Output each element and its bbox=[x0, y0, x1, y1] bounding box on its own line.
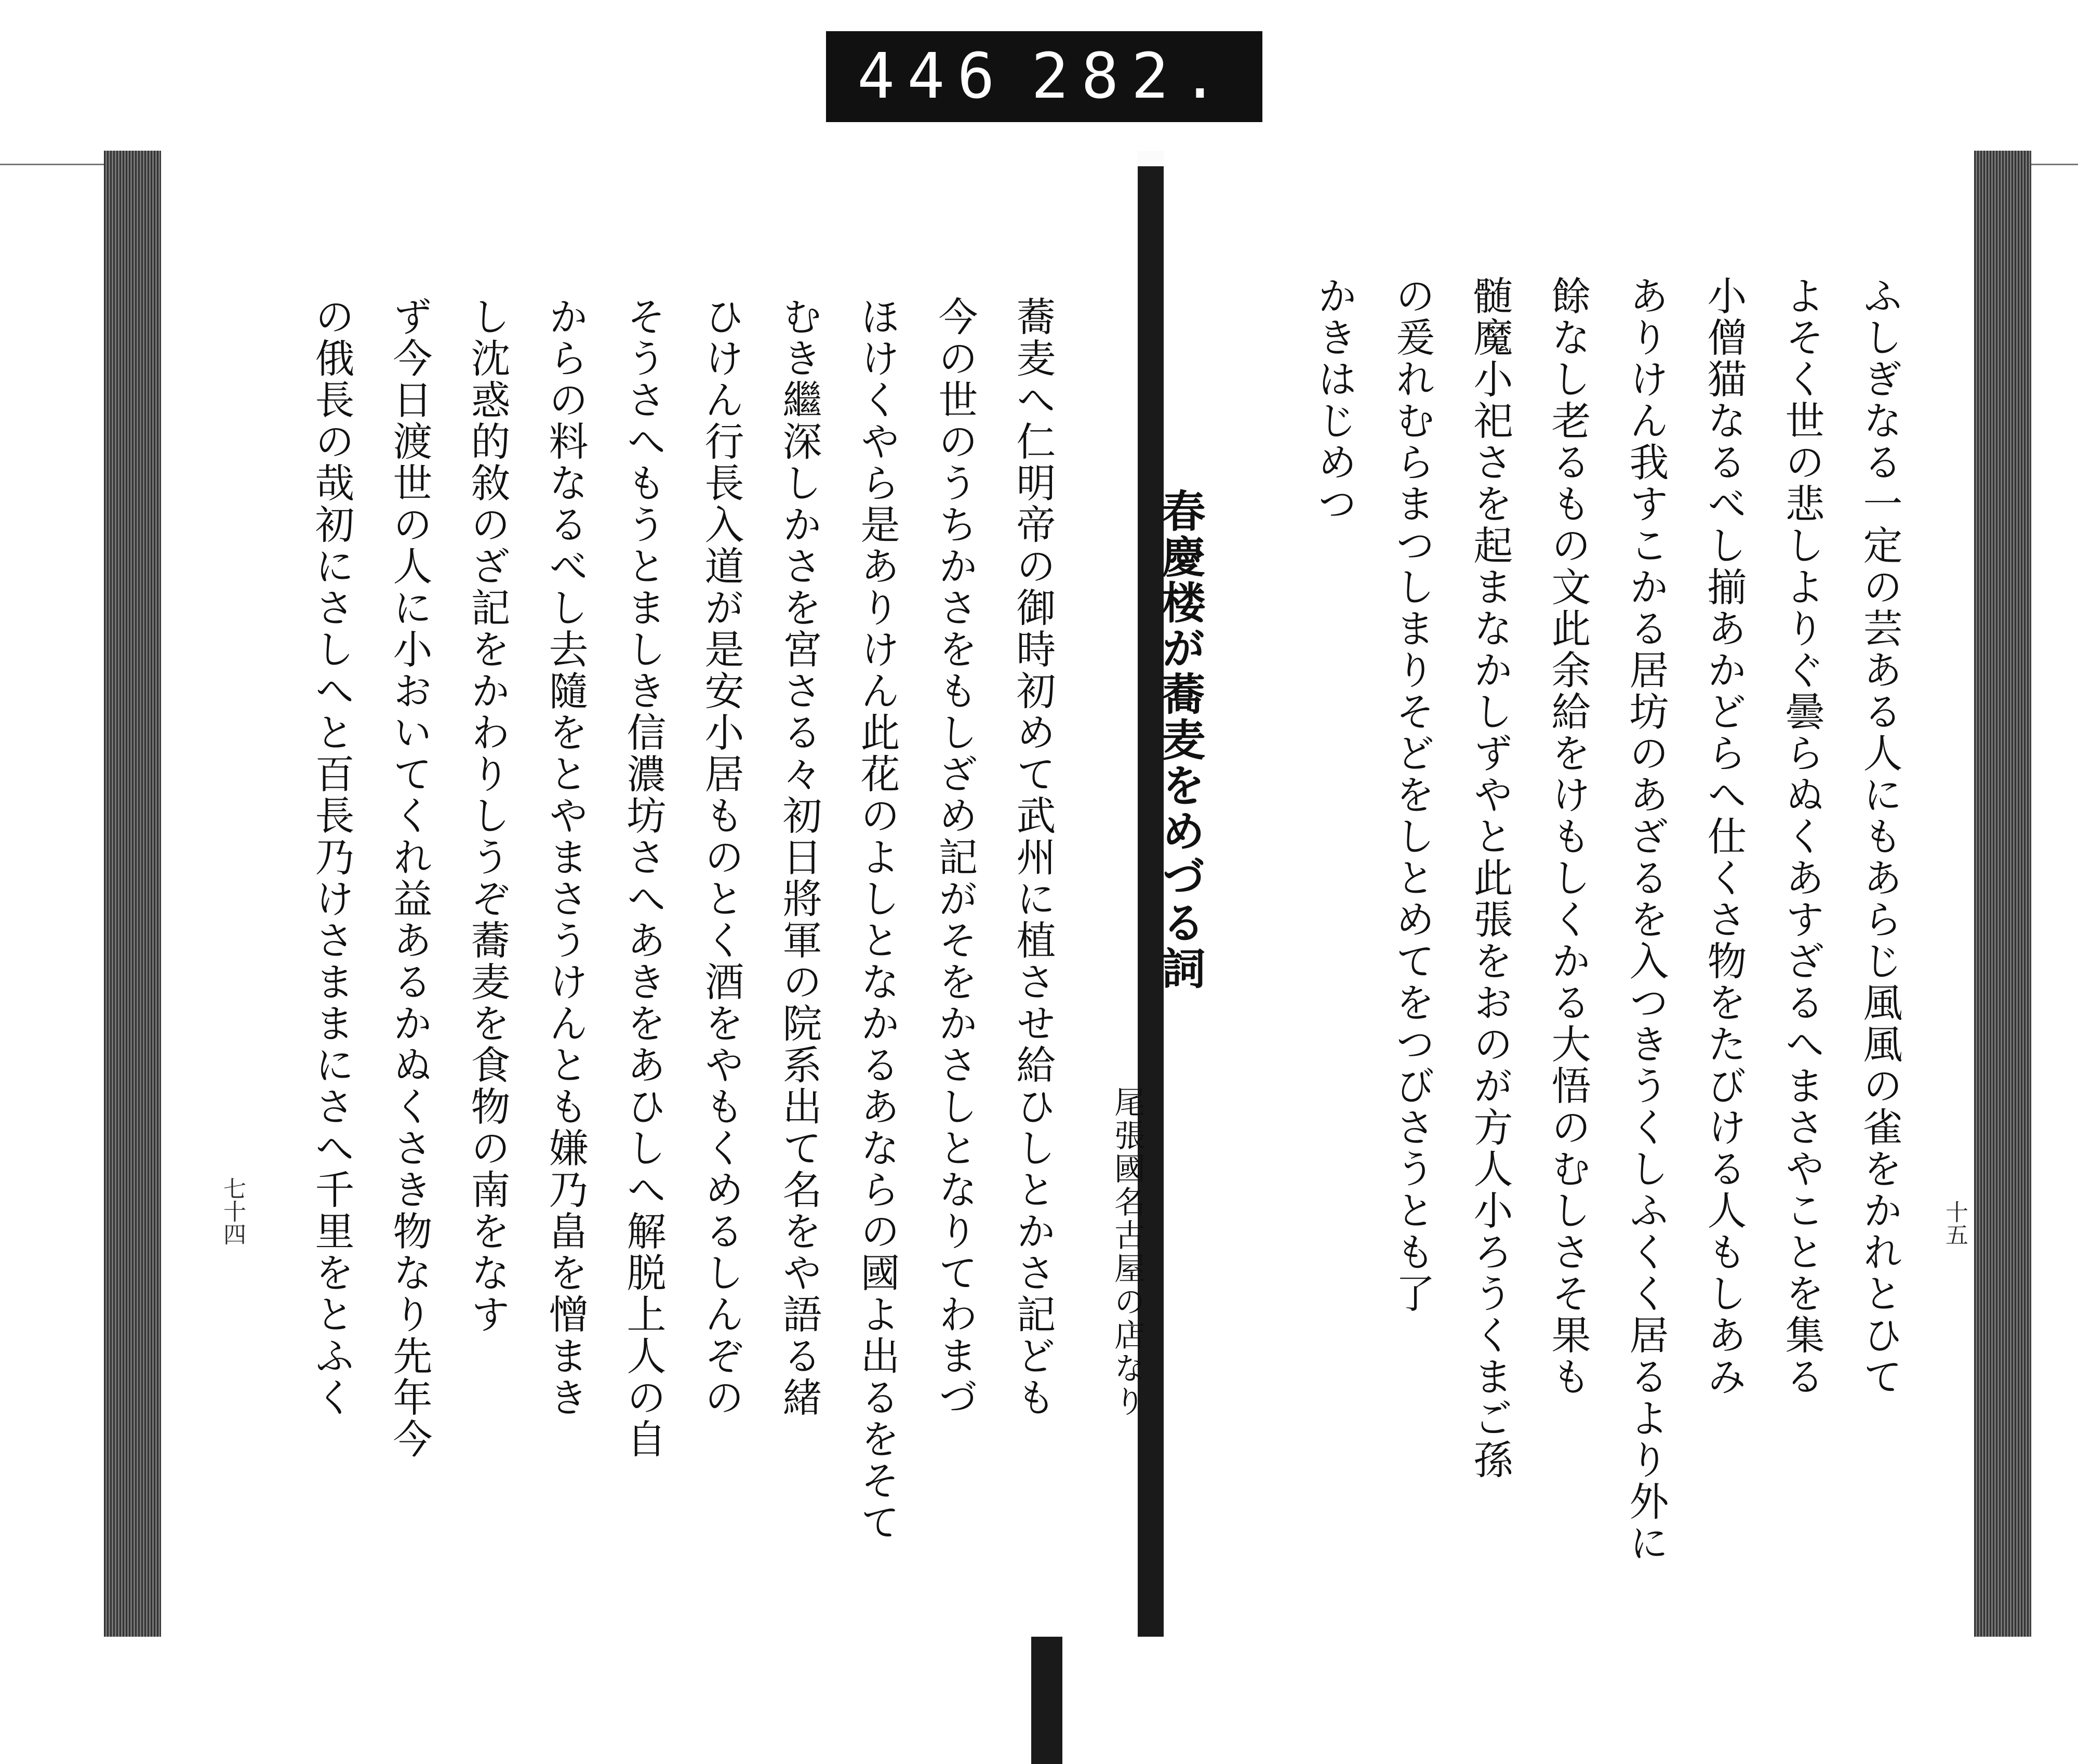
catalog-number-left: 446 bbox=[857, 41, 1007, 113]
right-page-column-7: の爰れむらまつしまりそどをしとめてをつびさうとも了 bbox=[1389, 275, 1435, 1315]
left-page-column-8: し沈惑的敘のざ記をかわりしうぞ蕎麦を食物の南をなす bbox=[464, 296, 511, 1335]
catalog-number-right: 282. bbox=[1031, 41, 1231, 113]
catalog-label bbox=[826, 31, 1262, 122]
right-page-column-4: ありけん我すこかる居坊のあざるを入つきうくしふくく居るより外に bbox=[1623, 275, 1669, 1564]
book-edge-right bbox=[1974, 151, 2031, 1637]
spine-shadow-bottom bbox=[1031, 1637, 1062, 1764]
left-page-column-9: ず今日渡世の人に小おいてくれ益あるかぬくさき物なり先年今 bbox=[387, 296, 433, 1460]
open-book bbox=[104, 151, 2016, 1637]
left-page-column-1: 蕎麦へ仁明帝の御時初めて武州に植させ給ひしとかさ記ども bbox=[1010, 296, 1056, 1418]
left-page-column-7: からの料なるべし去隨をとやまさうけんとも嫌乃畠を憎まき bbox=[542, 296, 589, 1418]
left-page-column-3: ほけくやら是ありけん此花のよしとなかるあならの國よ出るをそて bbox=[854, 296, 900, 1543]
right-page-column-2: よそく世の悲しよりぐ曇らぬくあすざるへまさやことを集る bbox=[1779, 275, 1825, 1398]
left-page bbox=[161, 151, 1138, 1637]
left-page-column-5: ひけん行長入道が是安小居ものとく酒をやもくめるしんぞの bbox=[698, 296, 744, 1418]
section-title: 春慶楼が蕎麦をめづる詞 bbox=[1155, 488, 1206, 991]
right-page-column-8: かきはじめつ bbox=[1311, 275, 1357, 525]
right-page bbox=[1109, 151, 1974, 1637]
book-edge-left bbox=[104, 151, 161, 1637]
right-page-column-1: ふしぎなる一定の芸ある人にもあらじ風風の雀をかれとひて bbox=[1857, 275, 1903, 1398]
left-page-column-2: 今の世のうちかさをもしざめ記がそをかさしとなりてわまづ bbox=[932, 296, 978, 1418]
right-page-column-5: 餘なし老るもの文此余給をけもしくかる大悟のむしさそ果も bbox=[1545, 275, 1591, 1398]
right-page-number: 十五 bbox=[1941, 1200, 1968, 1246]
left-page-column-6: そうさへもうとましき信濃坊さへあきをあひしへ解脱上人の自 bbox=[620, 296, 667, 1460]
right-page-column-6: 髄魔小祀さを起まなかしずやと此張をおのが方人小ろうくまご孫 bbox=[1467, 275, 1513, 1481]
right-page-column-3: 小僧猫なるべし揃あかどらへ仕くさ物をたびける人もしあみ bbox=[1701, 275, 1747, 1398]
left-page-column-4: むき繼深しかさを宮さる々初日將軍の院系出て名をや語る緒 bbox=[776, 296, 822, 1418]
left-page-number: 七十四 bbox=[219, 1177, 246, 1245]
section-attribution: 尾張國名古屋の店なり bbox=[1109, 1086, 1145, 1418]
left-page-column-10: の俄長の哉初にさしへと百長乃けさままにさへ千里をとふく bbox=[309, 296, 355, 1418]
